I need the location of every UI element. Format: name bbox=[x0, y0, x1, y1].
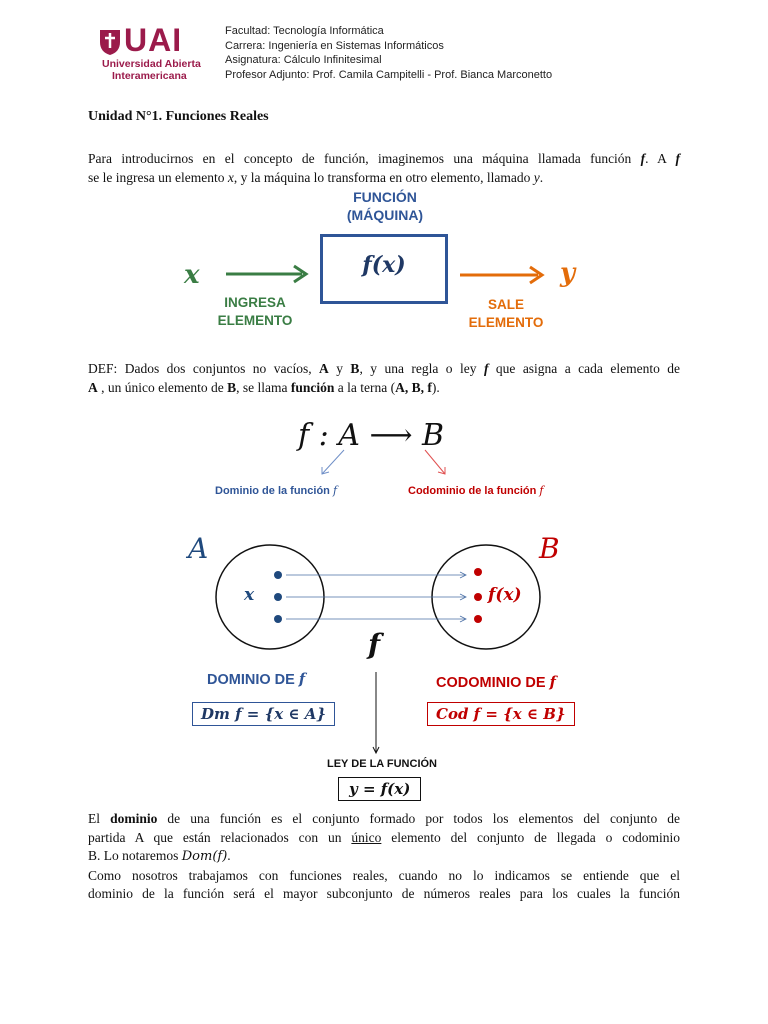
mapping-arrows bbox=[286, 572, 466, 622]
output-label-line2: ELEMENTO bbox=[468, 315, 544, 330]
crest-icon bbox=[98, 28, 122, 56]
body-line3: B. Lo notaremos Dom(f). bbox=[88, 848, 231, 864]
career-text: Carrera: Ingeniería en Sistemas Informáticos bbox=[225, 39, 444, 52]
codomain-formula-box: Cod f = {x ∈ B} bbox=[427, 702, 575, 726]
codomain-point bbox=[474, 615, 482, 623]
body-line2: partida A que están relacionados con un único elemento del conjunto de llegada o codominio bbox=[88, 829, 680, 845]
law-title: LEY DE LA FUNCIÓN bbox=[327, 758, 438, 770]
codomain-point bbox=[474, 593, 482, 601]
law-arrow-icon bbox=[370, 672, 382, 756]
domain-point bbox=[274, 593, 282, 601]
logo-subtitle-line1: Universidad Abierta bbox=[102, 58, 201, 70]
input-label-line1: INGRESA bbox=[224, 295, 286, 310]
codomain-pointer-icon bbox=[422, 448, 450, 478]
set-b-label: B bbox=[539, 532, 560, 565]
codomain-caption: Codominio de la función f bbox=[408, 484, 544, 497]
set-a-label: A bbox=[188, 532, 209, 565]
input-label bbox=[210, 294, 300, 330]
intro-line2: se le ingresa un elemento x, y la máquina lo transforma en otro elemento, llamado y. bbox=[88, 169, 544, 185]
terna-text: A, B, f bbox=[395, 379, 432, 395]
definition-line1: DEF: Dados dos conjuntos no vacíos, A y B, y una regla o ley f que asigna a cada elemento de bbox=[88, 361, 681, 376]
mapping-formula: f : A ⟶ B bbox=[298, 418, 445, 453]
input-label-line2: ELEMENTO bbox=[217, 313, 293, 328]
definition-paragraph bbox=[88, 360, 680, 397]
logo-wordmark: UAI bbox=[124, 22, 183, 58]
domain-pointer-icon bbox=[318, 448, 348, 478]
body-line5: dominio de la función será el mayor subconjunto de números reales para los cuales la función bbox=[88, 886, 680, 901]
machine-title-line1: FUNCIÓN bbox=[353, 189, 417, 205]
domain-point bbox=[274, 571, 282, 579]
machine-box-formula: f(x) bbox=[362, 252, 406, 278]
subject-text: Asignatura: Cálculo Infinitesimal bbox=[225, 54, 382, 66]
domain-caption: Dominio de la función f bbox=[215, 484, 338, 497]
codomain-point bbox=[474, 568, 482, 576]
output-arrow-icon bbox=[460, 265, 548, 285]
definition-line2: A , un único elemento de B, se llama función a la terna (A, B, f). bbox=[88, 379, 440, 395]
faculty-text: Facultad: Tecnología Informática bbox=[225, 25, 384, 37]
output-label bbox=[458, 296, 554, 332]
domain-element-x: x bbox=[244, 585, 255, 605]
page-title: Unidad N°1. Funciones Reales bbox=[88, 109, 269, 124]
intro-line1: Para introducirnos en el concepto de función, imaginemos una máquina llamada función f. A f bbox=[88, 151, 680, 166]
codomain-element-fx: f(x) bbox=[488, 585, 522, 605]
function-symbol: f bbox=[368, 628, 381, 661]
law-formula-box: y = f(x) bbox=[338, 777, 421, 801]
intro-paragraph bbox=[88, 150, 680, 187]
input-arrow-icon bbox=[226, 264, 314, 284]
logo-subtitle-line2: Interamericana bbox=[112, 70, 187, 82]
machine-title-line2: (MÁQUINA) bbox=[346, 207, 424, 223]
domain-point bbox=[274, 615, 282, 623]
domain-title: DOMINIO DE f bbox=[207, 671, 306, 688]
course-info bbox=[225, 24, 552, 82]
professor-text: Profesor Adjunto: Prof. Camila Campitelli - Prof. Bianca Marconetto bbox=[225, 68, 553, 81]
logo-subtitle bbox=[102, 58, 201, 82]
body-line1: El dominio de una función es el conjunto formado por todos los elementos del conjunto de bbox=[88, 811, 681, 826]
machine-title bbox=[320, 188, 450, 224]
codomain-title: CODOMINIO DE f bbox=[436, 674, 556, 691]
input-variable: x bbox=[184, 260, 200, 290]
body-line4: Como nosotros trabajamos con funciones reales, cuando no lo indicamos se entiende que el bbox=[88, 867, 680, 883]
domain-formula-box: Dm f = {x ∈ A} bbox=[192, 702, 335, 726]
output-variable: y bbox=[560, 258, 576, 288]
output-label-line1: SALE bbox=[487, 297, 524, 312]
domain-paragraph bbox=[88, 810, 680, 904]
